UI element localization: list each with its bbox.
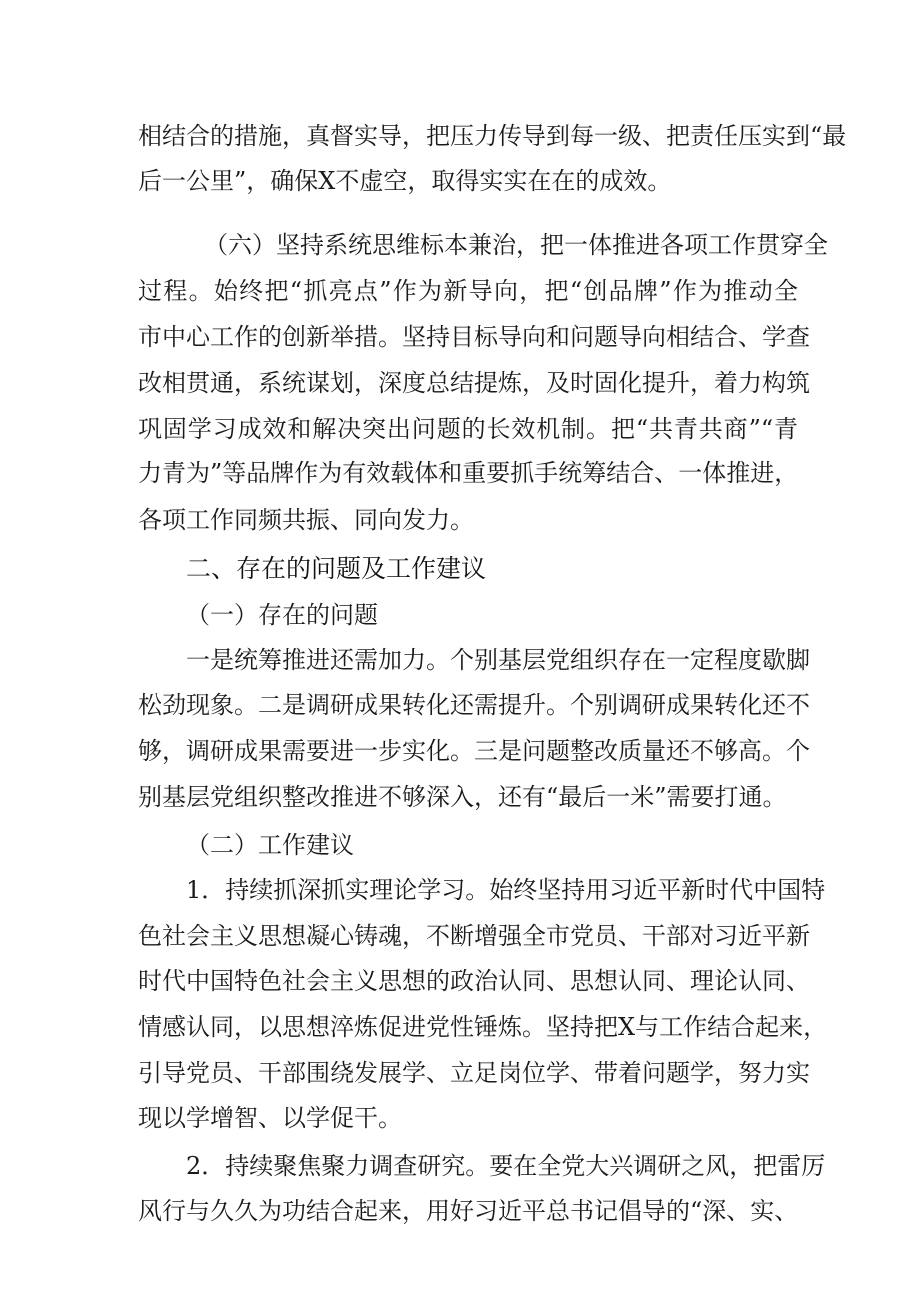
text-line: 风行与久久为功结合起来，用好习近平总书记倡导的“深、实、	[138, 1197, 799, 1225]
text-line: 市中心工作的创新举措。坚持目标导向和问题导向相结合、学查	[138, 323, 810, 351]
text-line: 引导党员、干部围绕发展学、立足岗位学、带着问题学，努力实	[138, 1059, 810, 1087]
text-line: 力青为”等品牌作为有效载体和重要抓手统筹结合、一体推进，	[138, 459, 799, 487]
text-line: 过程。始终把“抓亮点”作为新导向，把“创品牌”作为推动全	[138, 277, 798, 305]
text-line: 别基层党组织整改推进不够深入，还有“最后一米”需要打通。	[138, 783, 787, 811]
paragraph-first-line: 2．持续聚焦聚力调查研究。要在全党大兴调研之风，把雷厉	[186, 1152, 826, 1180]
text-line: 巩固学习成效和解决突出问题的长效机制。把“共青共商”“青	[138, 415, 798, 443]
text-line: 改相贯通，系统谋划，深度总结提炼，及时固化提升，着力构筑	[138, 369, 810, 397]
text-line: 后一公里”，确保X不虚空，取得实实在在的成效。	[138, 167, 672, 195]
text-line: 时代中国特色社会主义思想的政治认同、思想认同、理论认同、	[138, 967, 810, 995]
paragraph-first-line: 1．持续抓深抓实理论学习。始终坚持用习近平新时代中国特	[186, 876, 826, 904]
text-line: 松劲现象。二是调研成果转化还需提升。个别调研成果转化还不	[138, 691, 810, 719]
paragraph-first-line: 一是统筹推进还需加力。个别基层党组织存在一定程度歇脚	[186, 646, 810, 674]
text-line: 情感认同，以思想淬炼促进党性锤炼。坚持把X与工作结合起来，	[138, 1013, 828, 1041]
text-line: 各项工作同频共振、同向发力。	[138, 506, 474, 534]
text-line: 相结合的措施，真督实导，把压力传导到每一级、把责任压实到“最	[138, 122, 847, 150]
text-line: 够，调研成果需要进一步实化。三是问题整改质量还不够高。个	[138, 737, 810, 765]
section-heading: 二、存在的问题及工作建议	[186, 554, 487, 583]
text-line: 色社会主义思想凝心铸魂，不断增强全市党员、干部对习近平新	[138, 922, 810, 950]
subsection-heading: （一）存在的问题	[186, 601, 378, 629]
text-line: 现以学增智、以学促干。	[138, 1104, 402, 1132]
paragraph-first-line: （六）坚持系统思维标本兼治，把一体推进各项工作贯穿全	[204, 231, 828, 259]
subsection-heading: （二）工作建议	[186, 831, 354, 859]
